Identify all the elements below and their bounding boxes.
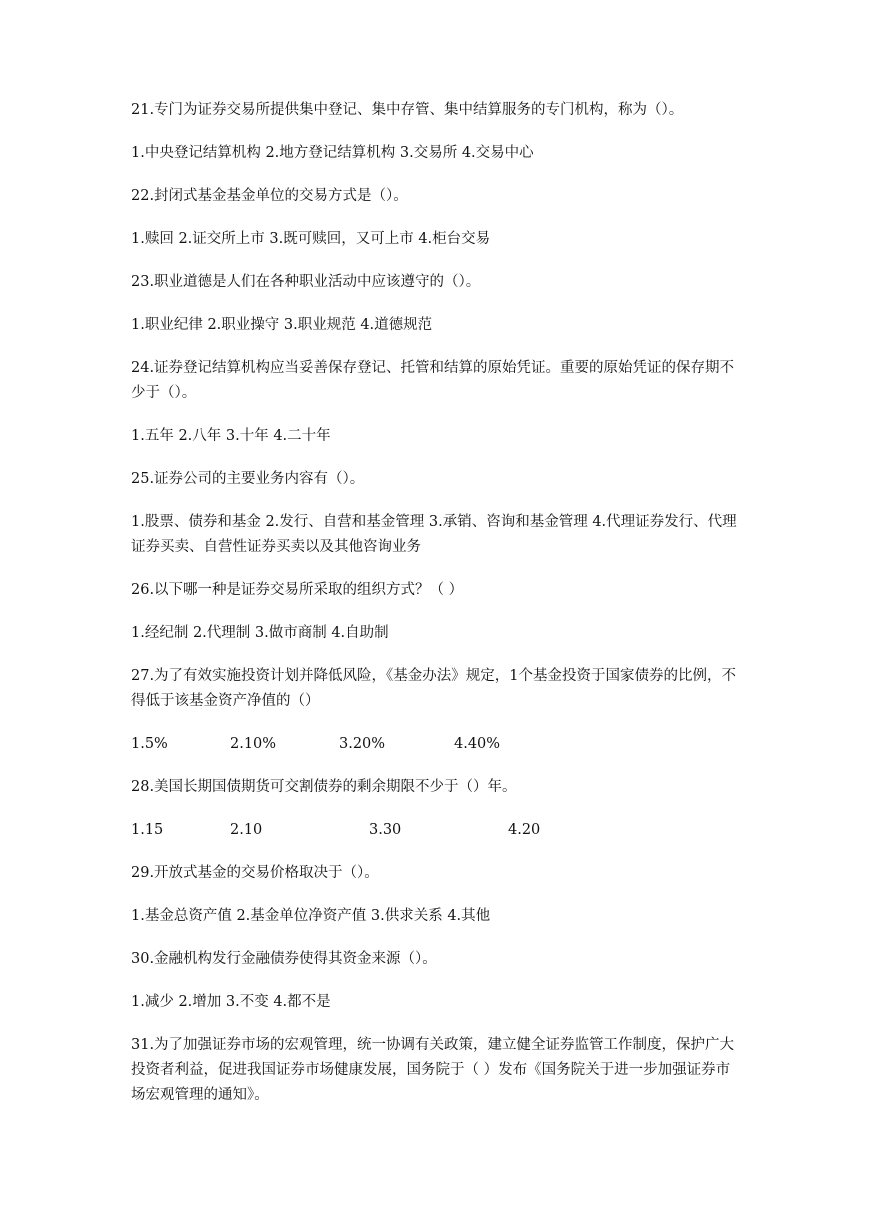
question-25: 25.证券公司的主要业务内容有（）。 (131, 471, 365, 487)
question-31: 31.为了加强证券市场的宏观管理，统一协调有关政策，建立健全证券监管工作制度，保护广大投资者利益，促进我国证券市场健康发展，国务院于（ ）发布《国务院关于进一步加强证券市场宏观管理的通知》。 (131, 1037, 735, 1103)
options-27 (131, 732, 743, 757)
question-29: 29.开放式基金的交易价格取决于（）。 (131, 865, 379, 881)
options-24: 1.五年 2.八年 3.十年 4.二十年 (131, 428, 331, 444)
options-23: 1.职业纪律 2.职业操守 3.职业规范 4.道德规范 (131, 317, 433, 333)
question-21: 21.专门为证券交易所提供集中登记、集中存管、集中结算服务的专门机构，称为（）。 (131, 102, 684, 118)
options-25: 1.股票、债券和基金 2.发行、自营和基金管理 3.承销、咨询和基金管理 4.代理证券发行、代理证券买卖、自营性证券买卖以及其他咨询业务 (131, 514, 737, 555)
option-27-2: 2.10% (230, 736, 277, 752)
option-27-4: 4.40% (454, 736, 501, 752)
options-22: 1.赎回 2.证交所上市 3.既可赎回，又可上市 4.柜台交易 (131, 231, 491, 247)
question-22: 22.封闭式基金基金单位的交易方式是（）。 (131, 188, 408, 204)
options-21: 1.中央登记结算机构 2.地方登记结算机构 3.交易所 4.交易中心 (131, 145, 534, 161)
options-26: 1.经纪制 2.代理制 3.做市商制 4.自助制 (131, 625, 389, 641)
options-29: 1.基金总资产值 2.基金单位净资产值 3.供求关系 4.其他 (131, 908, 491, 924)
option-28-4: 4.20 (508, 822, 541, 838)
question-27: 27.为了有效实施投资计划并降低风险，《基金办法》规定，1个基金投资于国家债券的比例，不得低于该基金资产净值的（） (131, 668, 737, 709)
option-27-1: 1.5% (131, 736, 168, 752)
question-23: 23.职业道德是人们在各种职业活动中应该遵守的（）。 (131, 274, 481, 290)
option-28-1: 1.15 (131, 822, 164, 838)
question-28: 28.美国长期国债期货可交割债券的剩余期限不少于（）年。 (131, 779, 517, 795)
question-30: 30.金融机构发行金融债券使得其资金来源（）。 (131, 951, 437, 967)
option-27-3: 3.20% (339, 736, 386, 752)
options-30: 1.减少 2.增加 3.不变 4.都不是 (131, 994, 331, 1010)
question-24: 24.证券登记结算机构应当妥善保存登记、托管和结算的原始凭证。重要的原始凭证的保存期不少于（）。 (131, 360, 735, 401)
options-28 (131, 818, 743, 843)
option-28-3: 3.30 (369, 822, 402, 838)
document-page (131, 98, 743, 1126)
question-26: 26.以下哪一种是证券交易所采取的组织方式？（ ） (131, 582, 464, 598)
option-28-2: 2.10 (230, 822, 263, 838)
